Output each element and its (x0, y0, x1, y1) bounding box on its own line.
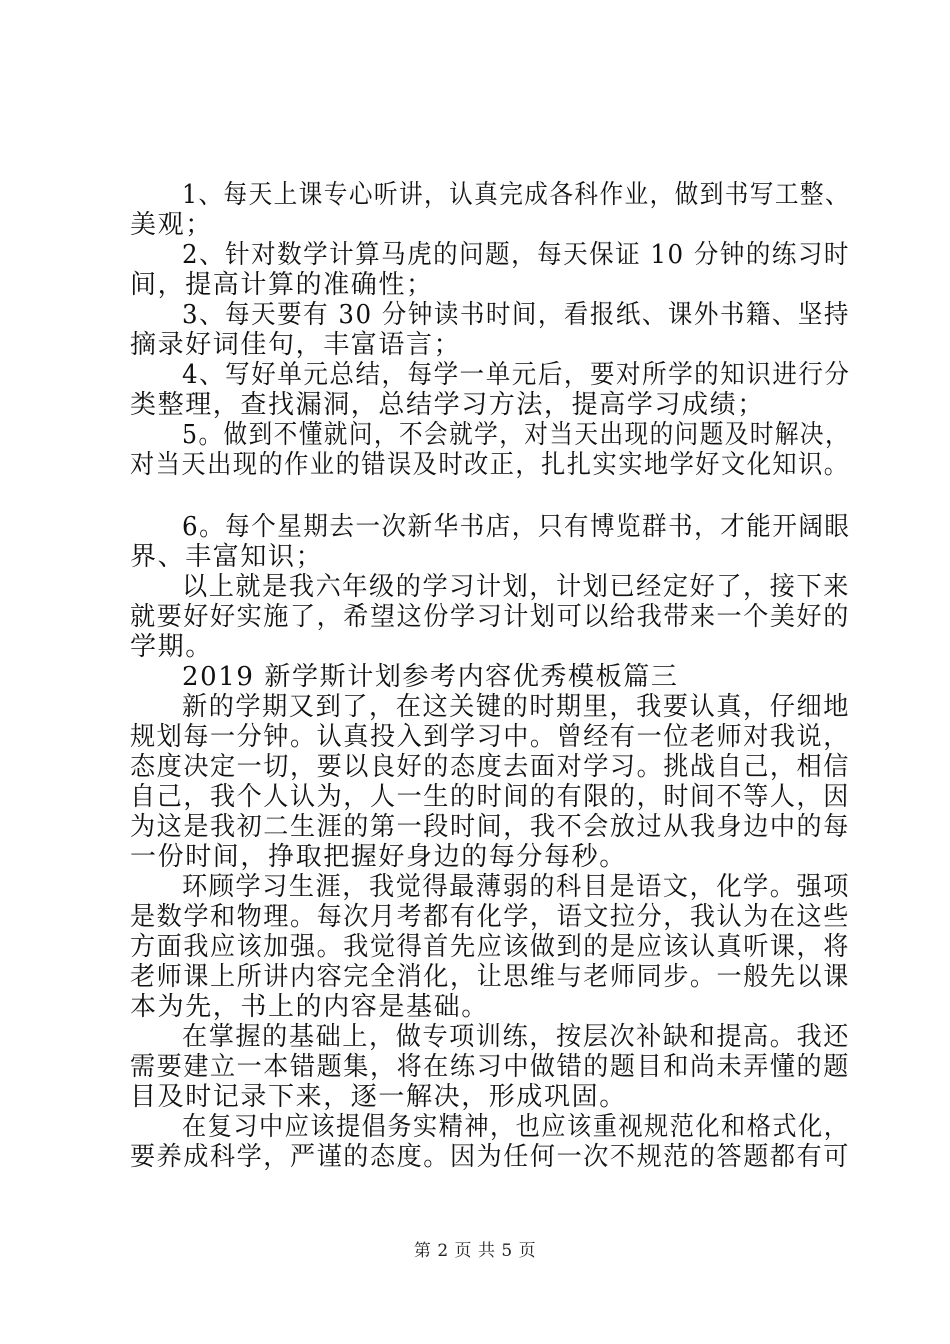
body-line: 需要建立一本错题集，将在练习中做错的题目和尚未弄懂的题 (130, 1052, 850, 1082)
body-line: 3、每天要有 30 分钟读书时间，看报纸、课外书籍、坚持 (182, 300, 850, 330)
body-line: 界、丰富知识； (130, 542, 324, 572)
body-line: 为这是我初二生涯的第一段时间，我不会放过从我身边中的每 (130, 812, 850, 842)
body-line: 摘录好词佳句，丰富语言； (130, 330, 462, 360)
body-line: 对当天出现的作业的错误及时改正，扎扎实实地学好文化知识。 (130, 450, 850, 480)
body-line: 就要好好实施了，希望这份学习计划可以给我带来一个美好的 (130, 602, 850, 632)
body-line: 类整理，查找漏洞，总结学习方法，提高学习成绩； (130, 390, 765, 420)
body-line: 5。做到不懂就问，不会就学，对当天出现的问题及时解决， (182, 420, 851, 450)
body-line: 在掌握的基础上，做专项训练，按层次补缺和提高。我还 (182, 1022, 850, 1052)
body-line: 6。每个星期去一次新华书店，只有博览群书，才能开阔眼 (182, 512, 851, 542)
body-line: 一份时间，挣取把握好身边的每分每秒。 (130, 842, 627, 872)
body-line: 1、每天上课专心听讲，认真完成各科作业，做到书写工整、 (182, 180, 851, 210)
body-line: 本为先，书上的内容是基础。 (130, 992, 489, 1022)
body-line: 2、针对数学计算马虎的问题，每天保证 10 分钟的练习时 (182, 240, 850, 270)
body-line: 环顾学习生涯，我觉得最薄弱的科目是语文，化学。强项 (182, 872, 850, 902)
body-line: 以上就是我六年级的学习计划，计划已经定好了，接下来 (182, 572, 850, 602)
body-line: 态度决定一切，要以良好的态度去面对学习。挑战自己，相信 (130, 752, 850, 782)
body-line: 老师课上所讲内容完全消化，让思维与老师同步。一般先以课 (130, 962, 850, 992)
body-line: 要养成科学，严谨的态度。因为任何一次不规范的答题都有可 (130, 1142, 850, 1172)
body-line: 间，提高计算的准确性； (130, 270, 434, 300)
section-heading: 2019 新学斯计划参考内容优秀模板篇三 (182, 662, 679, 692)
body-line: 自己，我个人认为，人一生的时间的有限的，时间不等人，因 (130, 782, 850, 812)
body-line: 是数学和物理。每次月考都有化学，语文拉分，我认为在这些 (130, 902, 850, 932)
body-line: 4、写好单元总结，每学一单元后，要对所学的知识进行分 (182, 360, 851, 390)
body-line: 美观； (130, 210, 213, 240)
body-line: 目及时记录下来，逐一解决，形成巩固。 (130, 1082, 627, 1112)
body-line: 方面我应该加强。我觉得首先应该做到的是应该认真听课，将 (130, 932, 850, 962)
body-line: 新的学期又到了，在这关键的时期里，我要认真，仔细地 (182, 692, 850, 722)
body-line: 学期。 (130, 632, 213, 662)
body-line: 规划每一分钟。认真投入到学习中。曾经有一位老师对我说， (130, 722, 850, 752)
page-footer: 第 2 页 共 5 页 (413, 1241, 537, 1261)
body-line: 在复习中应该提倡务实精神，也应该重视规范化和格式化， (182, 1112, 850, 1142)
